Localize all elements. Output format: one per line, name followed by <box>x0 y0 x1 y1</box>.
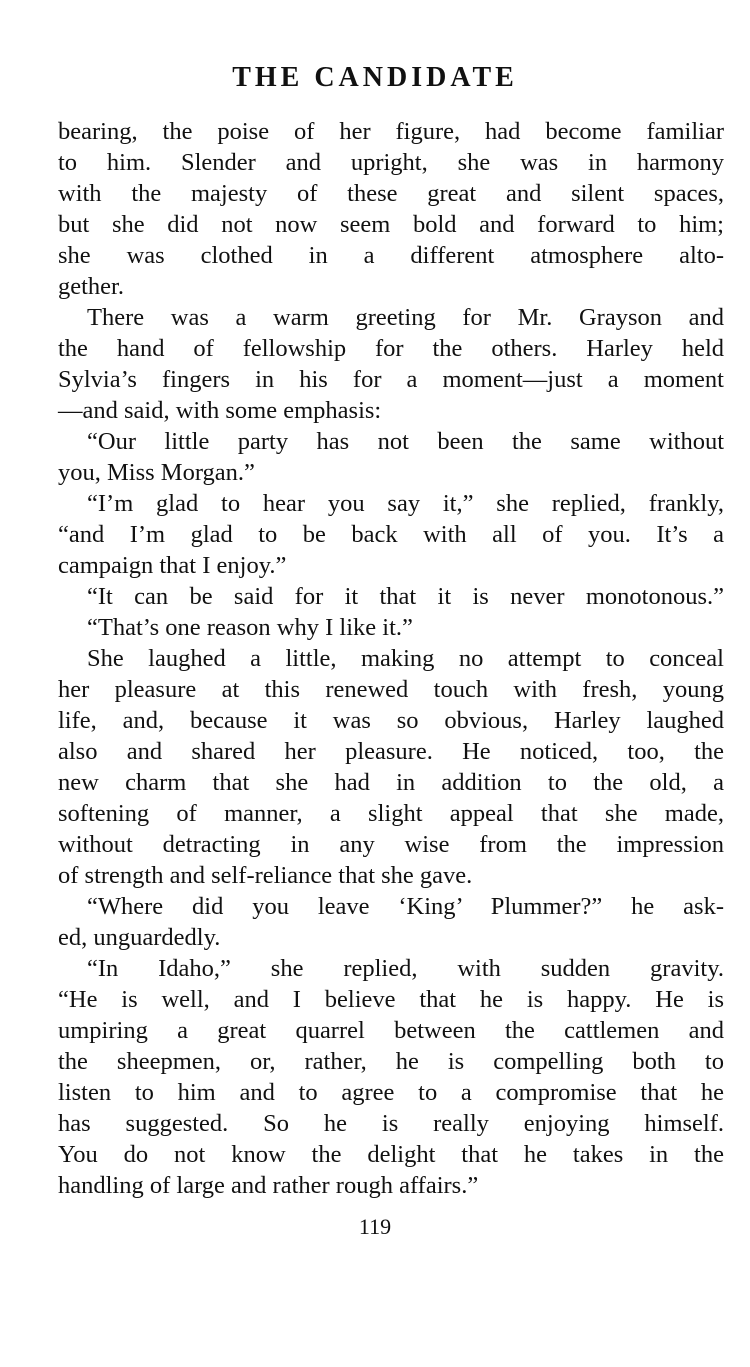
text-line: You do not know the delight that he takes in the <box>58 1141 724 1168</box>
text-line: “That’s one reason why I like it.” <box>87 614 413 641</box>
text-line: the hand of fellowship for the others. Harley held <box>58 335 724 362</box>
text-line: but she did not now seem bold and forward to him; <box>58 211 724 238</box>
text-line: with the majesty of these great and silent spaces, <box>58 180 724 207</box>
body-text <box>58 116 724 1201</box>
text-line: life, and, because it was so obvious, Harley laughed <box>58 707 724 734</box>
text-line: bearing, the poise of her figure, had become familiar <box>58 118 724 145</box>
text-line: her pleasure at this renewed touch with fresh, young <box>58 676 724 703</box>
text-line: “Our little party has not been the same without <box>87 428 724 455</box>
text-line: handling of large and rather rough affairs.” <box>58 1172 479 1199</box>
text-line: “and I’m glad to be back with all of you. It’s a <box>58 521 724 548</box>
text-line: “In Idaho,” she replied, with sudden gravity. <box>87 955 724 982</box>
text-line: to him. Slender and upright, she was in harmony <box>58 149 724 176</box>
text-line: she was clothed in a different atmosphere alto- <box>58 242 724 269</box>
text-line: the sheepmen, or, rather, he is compelling both to <box>58 1048 724 1075</box>
text-line: “It can be said for it that it is never monotonous.” <box>87 583 724 610</box>
text-line: campaign that I enjoy.” <box>58 552 287 579</box>
text-line: She laughed a little, making no attempt to conceal <box>87 645 724 672</box>
page-number: 119 <box>358 1214 392 1239</box>
text-line: new charm that she had in addition to the old, a <box>58 769 724 796</box>
text-line: has suggested. So he is really enjoying himself. <box>58 1110 724 1137</box>
text-line: “I’m glad to hear you say it,” she replied, frankly, <box>87 490 724 517</box>
text-line: Sylvia’s fingers in his for a moment—just a moment <box>58 366 724 393</box>
text-line: of strength and self-reliance that she gave. <box>58 862 473 889</box>
text-line: There was a warm greeting for Mr. Grayson and <box>87 304 724 331</box>
text-line: “Where did you leave ‘King’ Plummer?” he ask- <box>87 893 724 920</box>
text-line: you, Miss Morgan.” <box>58 459 255 486</box>
text-line: also and shared her pleasure. He noticed, too, the <box>58 738 724 765</box>
text-line: without detracting in any wise from the impression <box>58 831 724 858</box>
text-line: gether. <box>58 273 124 300</box>
text-line: umpiring a great quarrel between the cattlemen and <box>58 1017 724 1044</box>
text-line: ed, unguardedly. <box>58 924 221 951</box>
text-line: listen to him and to agree to a compromise that he <box>58 1079 724 1106</box>
text-line: —and said, with some emphasis: <box>58 397 382 424</box>
running-head-title: THE CANDIDATE <box>232 62 518 93</box>
text-line: softening of manner, a slight appeal that she made, <box>58 800 724 827</box>
text-line: “He is well, and I believe that he is happy. He is <box>58 986 724 1013</box>
